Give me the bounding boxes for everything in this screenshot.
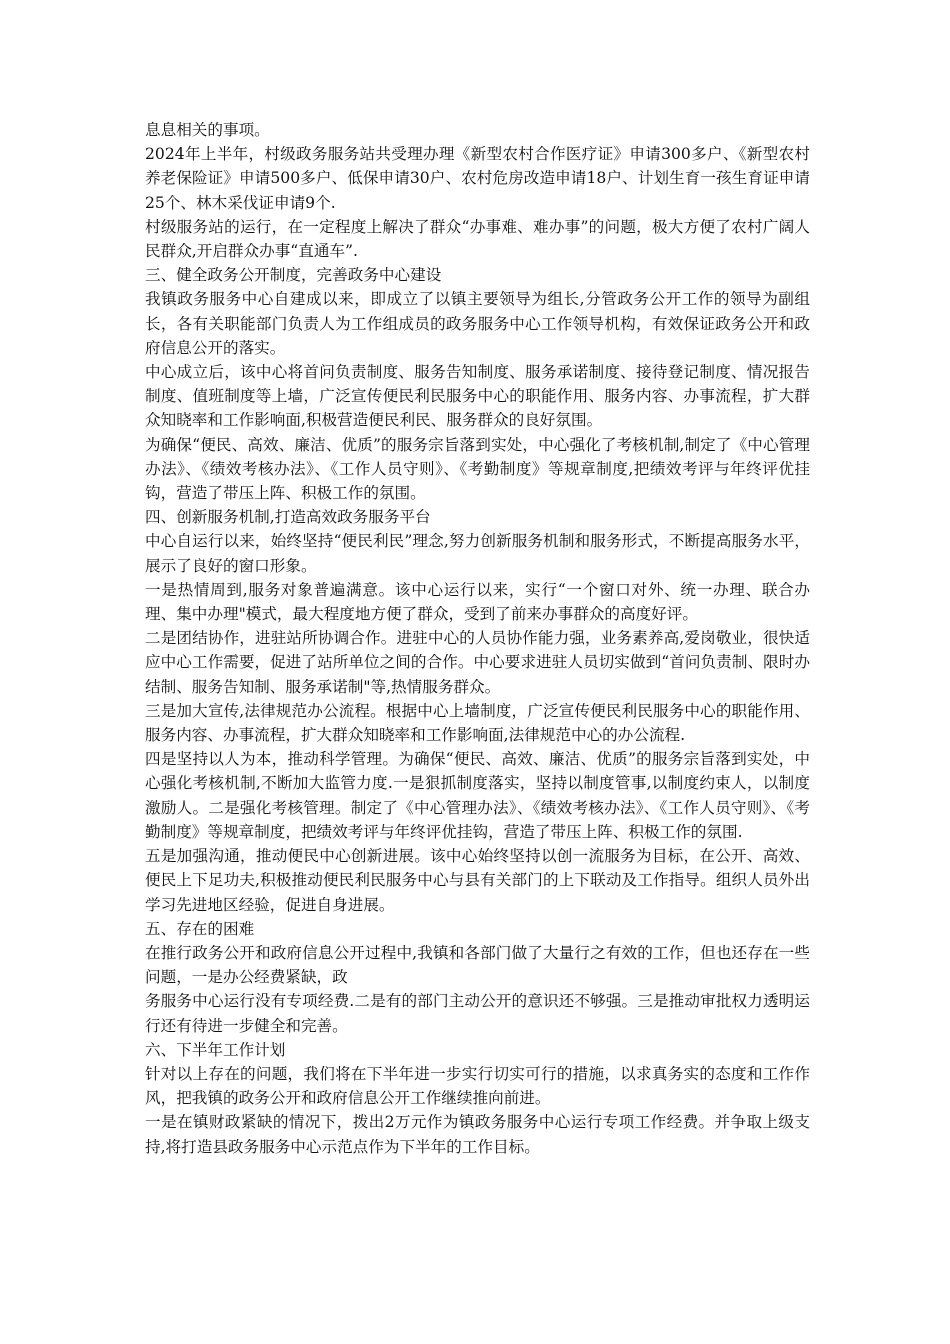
paragraph: 息息相关的事项。 <box>145 121 270 139</box>
paragraph: 针对以上存在的问题，我们将在下半年进一步实行切实可行的措施，以求真务实的态度和工作作风，把我镇的政务公开和政府信息公开工作继续推向前进。 <box>145 1064 810 1108</box>
paragraph: 四是坚持以人为本，推动科学管理。为确保“便民、高效、廉洁、优质”的服务宗旨落到实处，中心强化考核机制,不断加大监管力度.一是狠抓制度落实，坚持以制度管事,以制度约束人，以制度激励人。二是强化考核管理。制定了《中心管理办法》、《绩效考核办法》、《工作人员守则》、《考勤制度》等规章制度，把绩效考评与年终评优挂钩，营造了带压上阵、积极工作的氛围. <box>145 750 810 841</box>
section-heading: 三、健全政务公开制度，完善政务中心建设 <box>145 266 442 285</box>
paragraph: 三是加大宣传,法律规范办公流程。根据中心上墙制度，广泛宣传便民利民服务中心的职能作用、服务内容、办事流程，扩大群众知晓率和工作影响面,法律规范中心的办公流程. <box>145 701 810 745</box>
section-heading: 六、下半年工作计划 <box>145 1040 286 1059</box>
paragraph: 中心自运行以来，始终坚持“便民利民”理念,努力创新服务机制和服务形式，不断提高服务水平，展示了良好的窗口形象。 <box>145 532 810 575</box>
paragraph: 中心成立后，该中心将首问负责制度、服务告知制度、服务承诺制度、接待登记制度、情况报告制度、值班制度等上墙，广泛宣传便民利民服务中心的职能作用、服务内容、办事流程，扩大群众知晓率和工作影响面,积极营造便民利民、服务群众的良好氛围。 <box>145 363 810 430</box>
paragraph: 二是团结协作，进驻站所协调合作。进驻中心的人员协作能力强，业务素养高,爱岗敬业，很快适应中心工作需要，促进了站所单位之间的合作。中心要求进驻人员切实做到“首问负责制、限时办结制、服务告知制、服务承诺制"等,热情服务群众。 <box>145 629 810 696</box>
document-body <box>145 118 810 1159</box>
paragraph: 我镇政务服务中心自建成以来，即成立了以镇主要领导为组长,分管政务公开工作的领导为副组长，各有关职能部门负责人为工作组成员的政务服务中心工作领导机构，有效保证政务公开和政府信息公开的落实。 <box>145 290 810 357</box>
paragraph: 务服务中心运行没有专项经费.二是有的部门主动公开的意识还不够强。三是推动审批权力透明运行还有待进一步健全和完善。 <box>145 992 810 1035</box>
paragraph: 五是加强沟通，推动便民中心创新进展。该中心始终坚持以创一流服务为目标，在公开、高效、便民上下足功夫,积极推动便民利民服务中心与县有关部门的上下联动及工作指导。组织人员外出学习先进地区经验，促进自身进展。 <box>145 847 810 914</box>
paragraph: 2024年上半年，村级政务服务站共受理办理《新型农村合作医疗证》申请300多户、《新型农村养老保险证》申请500多户、低保申请30户、农村危房改造申请18户、计划生育一孩生育证申请25个、林木采伐证申请9个. <box>145 145 810 212</box>
paragraph: 村级服务站的运行，在一定程度上解决了群众“办事难、难办事”的问题，极大方便了农村广阔人民群众,开启群众办事“直通车”. <box>145 217 810 261</box>
section-heading: 四、创新服务机制,打造高效政务服务平台 <box>145 508 431 527</box>
paragraph: 为确保“便民、高效、廉洁、优质”的服务宗旨落到实处，中心强化了考核机制,制定了《中心管理办法》、《绩效考核办法》、《工作人员守则》、《考勤制度》等规章制度,把绩效考评与年终评优挂钩，营造了带压上阵、积极工作的氛围。 <box>145 435 810 503</box>
paragraph: 一是在镇财政紧缺的情况下，拨出2万元作为镇政务服务中心运行专项工作经费。并争取上级支持,将打造县政务服务中心示范点作为下半年的工作目标。 <box>145 1113 810 1156</box>
paragraph: 在推行政务公开和政府信息公开过程中,我镇和各部门做了大量行之有效的工作，但也还存在一些问题，一是办公经费紧缺，政 <box>145 943 810 987</box>
paragraph: 一是热情周到,服务对象普遍满意。该中心运行以来，实行“一个窗口对外、统一办理、联合办理、集中办理"模式，最大程度地方便了群众，受到了前来办事群众的高度好评。 <box>145 580 810 624</box>
section-heading: 五、存在的困难 <box>145 919 255 938</box>
